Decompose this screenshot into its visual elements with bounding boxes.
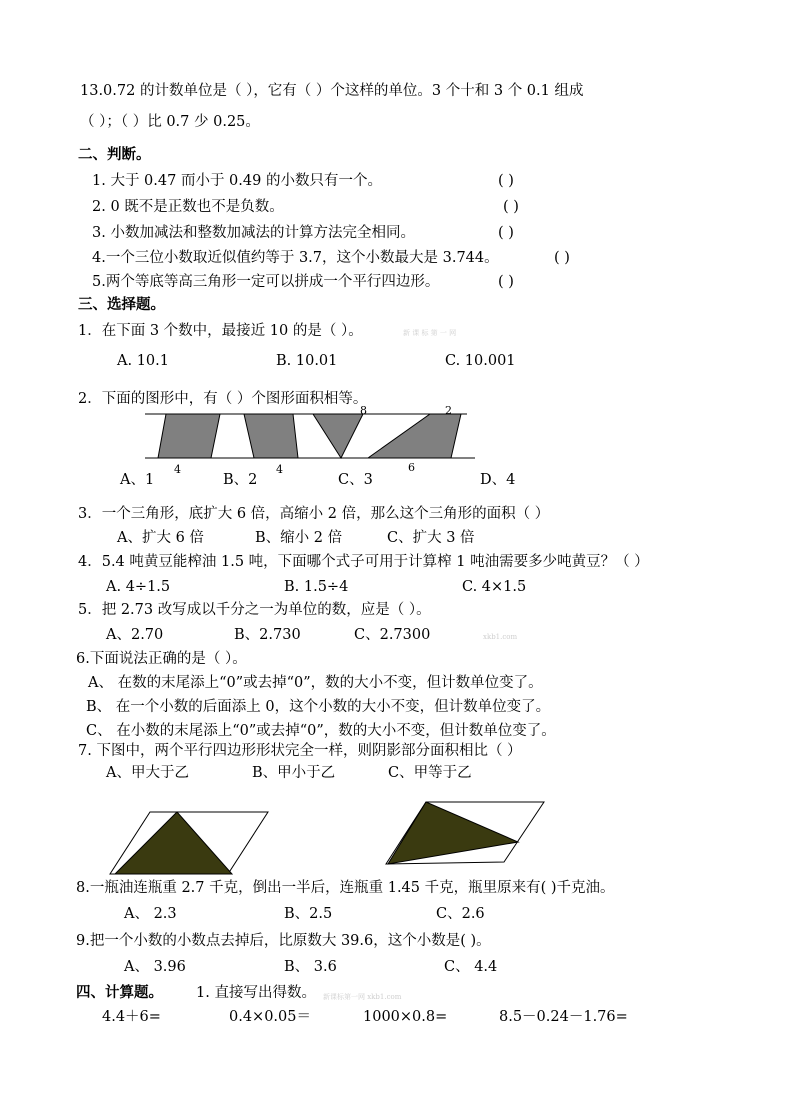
q9-option-a: A、 3.96 xyxy=(124,959,186,975)
watermark-3: 新课标第一网 xkb1.com xyxy=(323,993,402,1001)
q8-option-b: B、2.5 xyxy=(284,906,333,922)
q6-option-c: C、 在小数的末尾添上“0”或去掉“0”，数的大小不变，但计数单位变了。 xyxy=(86,723,556,739)
judge-item-2: 2. 0 既不是正数也不是负数。 xyxy=(92,199,284,215)
q1-option-b: B. 10.01 xyxy=(276,353,338,369)
q2-stem: 2．下面的图形中，有（ ）个图形面积相等。 xyxy=(78,391,368,407)
q5-option-c: C、2.7300 xyxy=(354,627,431,643)
calc-item-4: 8.5－0.24－1.76= xyxy=(499,1009,628,1025)
q2-parallelograms-figure xyxy=(145,404,475,476)
q1-stem: 1．在下面 3 个数中，最接近 10 的是（ ）。 xyxy=(78,323,363,339)
q5-option-b: B、2.730 xyxy=(234,627,301,643)
q4-option-b: B. 1.5÷4 xyxy=(284,579,349,595)
q5-stem: 5．把 2.73 改写成以千分之一为单位的数，应是（ ）。 xyxy=(78,602,431,618)
figure-label-d-bottom: 6 xyxy=(408,461,415,474)
q4-stem: 4．5.4 吨黄豆能榨油 1.5 吨，下面哪个式子可用于计算榨 1 吨油需要多少吨黄豆？（ ） xyxy=(78,554,649,570)
figure-label-a: 4 xyxy=(174,463,181,476)
q2-option-a: A、1 xyxy=(120,472,155,488)
shape-triangle-c xyxy=(313,414,363,458)
judge-item-4: 4.一个三位小数取近似值约等于 3.7，这个小数最大是 3.744。 xyxy=(92,250,499,266)
shape-parallelogram-b xyxy=(244,414,298,458)
q8-stem: 8.一瓶油连瓶重 2.7 千克，倒出一半后，连瓶重 1.45 千克，瓶里原来有( )千克油。 xyxy=(76,880,615,896)
figure-label-d-top: 2 xyxy=(445,404,452,417)
q1-option-a: A. 10.1 xyxy=(117,353,169,369)
judge-bracket-3: ( ) xyxy=(498,225,514,241)
calc-item-1: 4.4＋6= xyxy=(102,1009,161,1025)
q13-line1: 13.0.72 的计数单位是（ ），它有（ ）个这样的单位。3 个十和 3 个 0.1 组成 xyxy=(80,83,584,99)
shape-trapezoid-d xyxy=(368,414,461,458)
judge-bracket-5: ( ) xyxy=(498,274,514,290)
q2-option-b: B、2 xyxy=(223,472,258,488)
q6-stem: 6.下面说法正确的是（ ）。 xyxy=(76,651,247,667)
q3-option-c: C、扩大 3 倍 xyxy=(387,530,475,546)
q8-option-a: A、 2.3 xyxy=(124,906,177,922)
section4-title: 四、计算题。 xyxy=(76,984,163,1001)
figure-label-b: 4 xyxy=(276,463,283,476)
q8-option-c: C、2.6 xyxy=(436,906,485,922)
q6-option-b: B、 在一个小数的后面添上 0，这个小数的大小不变，但计数单位变了。 xyxy=(86,699,551,715)
q4-option-a: A. 4÷1.5 xyxy=(106,579,171,595)
judge-item-1: 1. 大于 0.47 而小于 0.49 的小数只有一个。 xyxy=(92,173,382,189)
q7-option-c: C、甲等于乙 xyxy=(388,765,472,781)
calc-item-2: 0.4×0.05＝ xyxy=(229,1009,311,1025)
q3-option-a: A、扩大 6 倍 xyxy=(117,530,204,546)
q7-option-a: A、甲大于乙 xyxy=(106,765,189,781)
figure-label-c: 8 xyxy=(360,404,367,417)
shape-parallelogram-a xyxy=(158,414,220,458)
section4-subtitle: 1. 直接写出得数。 xyxy=(196,985,316,1001)
section3-title: 三、选择题。 xyxy=(78,296,165,313)
section2-title: 二、判断。 xyxy=(78,146,151,163)
calc-item-3: 1000×0.8= xyxy=(363,1009,448,1025)
watermark-1: 新 课 标 第 一 网 xyxy=(403,329,457,337)
q2-option-d: D、4 xyxy=(480,472,516,488)
q7-option-b: B、甲小于乙 xyxy=(252,765,336,781)
judge-bracket-2: ( ) xyxy=(503,199,519,215)
q4-option-c: C. 4×1.5 xyxy=(462,579,527,595)
q3-option-b: B、缩小 2 倍 xyxy=(255,530,343,546)
q13-line2: （ ）；（ ）比 0.7 少 0.25。 xyxy=(80,114,260,130)
judge-bracket-1: ( ) xyxy=(498,173,514,189)
q7-stem: 7. 下图中，两个平行四边形形状完全一样，则阴影部分面积相比（ ） xyxy=(78,743,522,759)
q7-figure-right xyxy=(386,800,546,866)
watermark-2: xkb1.com xyxy=(483,633,518,641)
q9-option-b: B、 3.6 xyxy=(284,959,337,975)
q9-stem: 9.把一个小数的小数点去掉后，比原数大 39.6，这个小数是( )。 xyxy=(76,933,491,949)
judge-item-3: 3. 小数加减法和整数加减法的计算方法完全相同。 xyxy=(92,225,415,241)
q9-option-c: C、 4.4 xyxy=(444,959,498,975)
q7-figure-left xyxy=(110,810,270,876)
judge-item-5: 5.两个等底等高三角形一定可以拼成一个平行四边形。 xyxy=(92,274,440,290)
judge-bracket-4: ( ) xyxy=(554,250,570,266)
q3-stem: 3．一个三角形，底扩大 6 倍，高缩小 2 倍，那么这个三角形的面积（ ） xyxy=(78,506,550,522)
q5-option-a: A、2.70 xyxy=(106,627,164,643)
q6-option-a: A、 在数的末尾添上“0”或去掉“0”，数的大小不变，但计数单位变了。 xyxy=(88,675,543,691)
q1-option-c: C. 10.001 xyxy=(445,353,516,369)
q2-option-c: C、3 xyxy=(338,472,373,488)
